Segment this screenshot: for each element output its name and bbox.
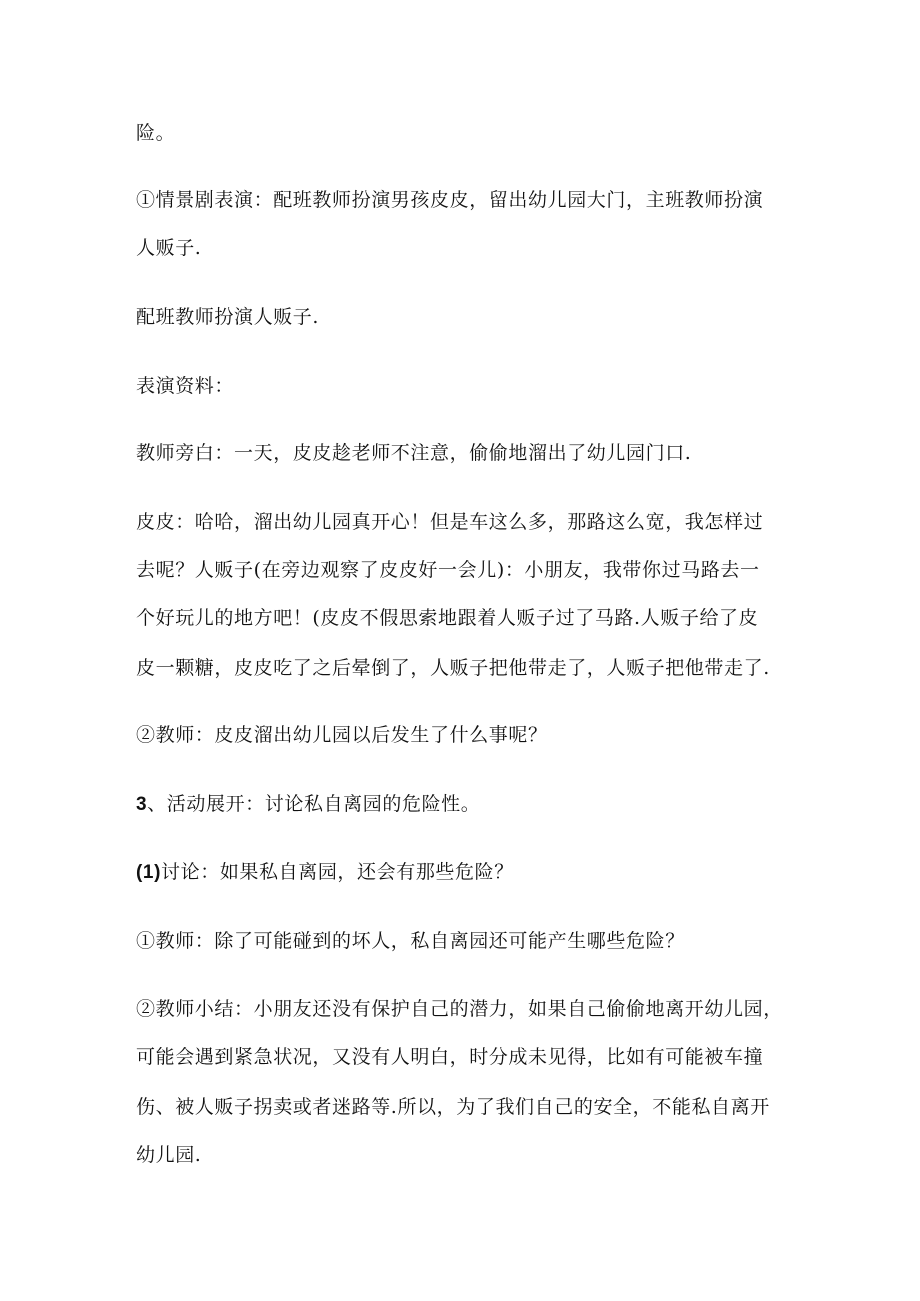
- text-line: 可能会遇到紧急状况，又没有人明白，时分成未见得，比如有可能被车撞: [136, 1046, 764, 1068]
- subsection-number: (1): [136, 862, 162, 883]
- text-line: 险。: [136, 122, 176, 144]
- text-line: 幼儿园.: [136, 1144, 202, 1166]
- text-line: 去呢？人贩子(在旁边观察了皮皮好一会儿)：小朋友，我带你过马路去一: [136, 559, 760, 581]
- text-line: ②教师：皮皮溜出幼儿园以后发生了什么事呢？: [136, 724, 548, 746]
- text-line: 皮一颗糖，皮皮吃了之后晕倒了，人贩子把他带走了，人贩子把他带走了.: [136, 657, 770, 679]
- section-title: 、活动展开：讨论私自离园的危险性。: [147, 793, 481, 815]
- section-heading: [136, 792, 806, 817]
- text-line: ②教师小结：小朋友还没有保护自己的潜力，如果自己偷偷地离开幼儿园，: [136, 998, 783, 1020]
- text-line: ①情景剧表演：配班教师扮演男孩皮皮，留出幼儿园大门，主班教师扮演: [136, 189, 764, 211]
- text-line: 伤、被人贩子拐卖或者迷路等.所以，为了我们自己的安全，不能私自离开: [136, 1096, 770, 1118]
- subsection-heading: [136, 860, 806, 885]
- text-line: 配班教师扮演人贩子.: [136, 306, 320, 328]
- section-number: 3: [136, 794, 148, 815]
- subsection-title: 讨论：如果私自离园，还会有那些危险？: [161, 861, 514, 883]
- text-line: 表演资料：: [136, 375, 235, 397]
- text-line: 人贩子.: [136, 237, 202, 259]
- text-line: 皮皮：哈哈，溜出幼儿园真开心！但是车这么多，那路这么宽，我怎样过: [136, 511, 764, 533]
- text-line: ①教师：除了可能碰到的坏人，私自离园还可能产生哪些危险？: [136, 930, 685, 952]
- text-line: 教师旁白：一天，皮皮趁老师不注意，偷偷地溜出了幼儿园门口.: [136, 442, 692, 464]
- text-line: 个好玩儿的地方吧！(皮皮不假思索地跟着人贩子过了马路.人贩子给了皮: [136, 607, 759, 629]
